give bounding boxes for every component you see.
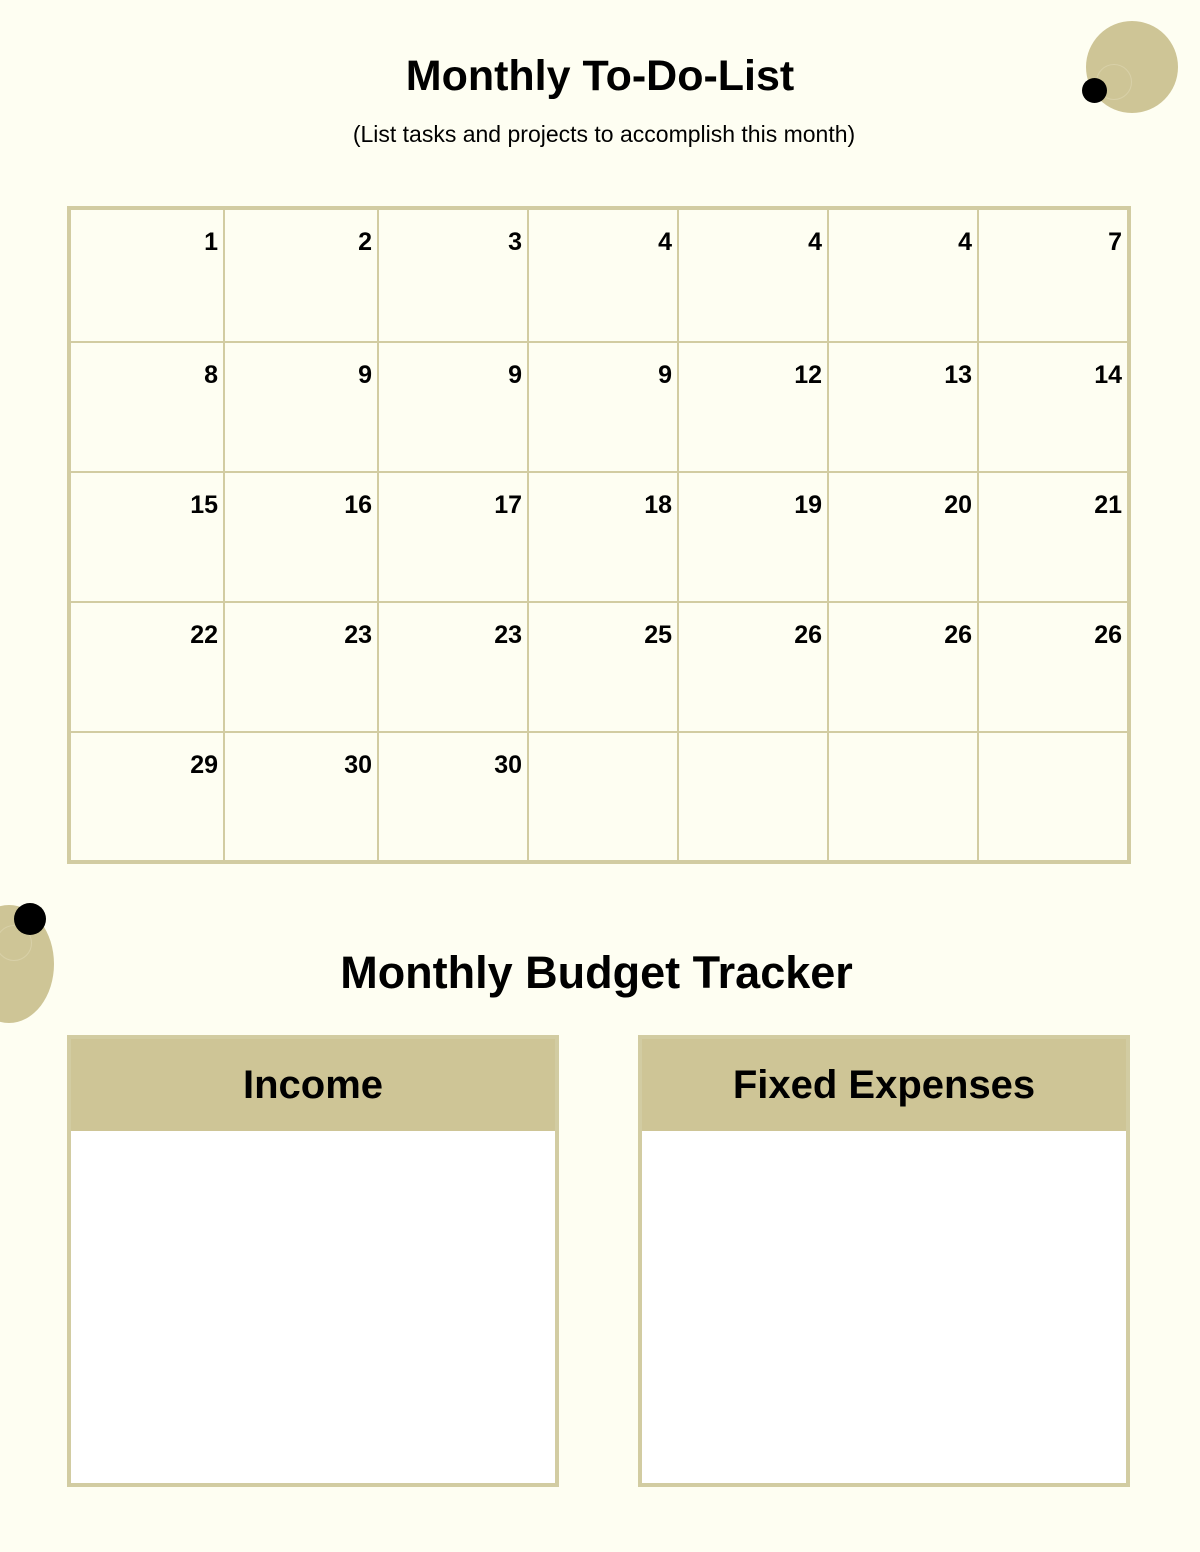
calendar-day-number: 18 [644,491,672,519]
calendar-day-cell[interactable] [979,210,1127,343]
calendar-day-cell[interactable] [829,603,979,733]
decorative-dot-left [14,903,46,935]
calendar-day-number: 16 [344,491,372,519]
calendar-day-cell[interactable] [225,210,379,343]
calendar-day-cell[interactable] [529,733,679,860]
page-title: Monthly To-Do-List [405,52,795,100]
calendar-day-number: 29 [190,751,218,779]
income-entry-area[interactable] [71,1131,555,1483]
calendar-day-cell[interactable] [979,343,1127,473]
fixed-expenses-panel [638,1035,1130,1487]
calendar-day-number: 23 [344,621,372,649]
calendar-day-number: 14 [1094,361,1122,389]
calendar-day-number: 22 [190,621,218,649]
income-header: Income [71,1039,555,1131]
calendar-day-number: 8 [204,361,218,389]
calendar-day-number: 30 [494,751,522,779]
calendar-day-cell[interactable] [225,603,379,733]
calendar-day-number: 7 [1108,228,1122,256]
calendar-day-cell[interactable] [71,473,225,603]
calendar-day-number: 17 [494,491,522,519]
calendar-day-number: 23 [494,621,522,649]
calendar-day-cell[interactable] [529,473,679,603]
calendar-day-cell[interactable] [379,210,529,343]
calendar-day-cell[interactable] [379,603,529,733]
calendar-day-cell[interactable] [679,603,829,733]
calendar-day-cell[interactable] [71,733,225,860]
calendar-day-cell[interactable] [679,733,829,860]
calendar-day-cell[interactable] [529,603,679,733]
calendar-day-number: 25 [644,621,672,649]
income-panel [67,1035,559,1487]
calendar-day-number: 9 [658,361,672,389]
calendar-day-number: 3 [508,228,522,256]
calendar-day-number: 20 [944,491,972,519]
calendar-day-number: 26 [944,621,972,649]
calendar-day-cell[interactable] [379,473,529,603]
calendar-day-cell[interactable] [225,343,379,473]
calendar-day-cell[interactable] [71,603,225,733]
calendar-day-number: 26 [1094,621,1122,649]
calendar-day-number: 9 [358,361,372,389]
calendar-day-cell[interactable] [679,210,829,343]
calendar-day-number: 13 [944,361,972,389]
calendar-day-number: 4 [658,228,672,256]
calendar-day-number: 1 [204,228,218,256]
calendar-day-cell[interactable] [529,343,679,473]
calendar-day-number: 26 [794,621,822,649]
budget-section-title: Monthly Budget Tracker [340,947,853,998]
calendar-day-number: 2 [358,228,372,256]
calendar-day-number: 4 [808,228,822,256]
calendar-day-cell[interactable] [529,210,679,343]
fixed-expenses-entry-area[interactable] [642,1131,1126,1483]
calendar-day-cell[interactable] [979,733,1127,860]
calendar-day-number: 4 [958,228,972,256]
calendar-day-cell[interactable] [225,473,379,603]
calendar-day-number: 15 [190,491,218,519]
calendar-day-cell[interactable] [979,603,1127,733]
calendar-day-cell[interactable] [379,343,529,473]
calendar-day-cell[interactable] [829,210,979,343]
calendar-day-number: 19 [794,491,822,519]
calendar-day-cell[interactable] [829,473,979,603]
calendar-grid [67,206,1131,864]
page-subtitle: (List tasks and projects to accomplish this month) [352,121,856,147]
fixed-expenses-header: Fixed Expenses [642,1039,1126,1131]
calendar-day-cell[interactable] [679,343,829,473]
calendar-day-cell[interactable] [829,343,979,473]
calendar-day-cell[interactable] [71,210,225,343]
calendar-day-cell[interactable] [829,733,979,860]
calendar-day-cell[interactable] [379,733,529,860]
calendar-day-cell[interactable] [679,473,829,603]
calendar-day-cell[interactable] [71,343,225,473]
calendar-day-cell[interactable] [225,733,379,860]
calendar-day-number: 9 [508,361,522,389]
calendar-day-number: 12 [794,361,822,389]
calendar-day-number: 21 [1094,491,1122,519]
calendar-day-number: 30 [344,751,372,779]
calendar-day-cell[interactable] [979,473,1127,603]
